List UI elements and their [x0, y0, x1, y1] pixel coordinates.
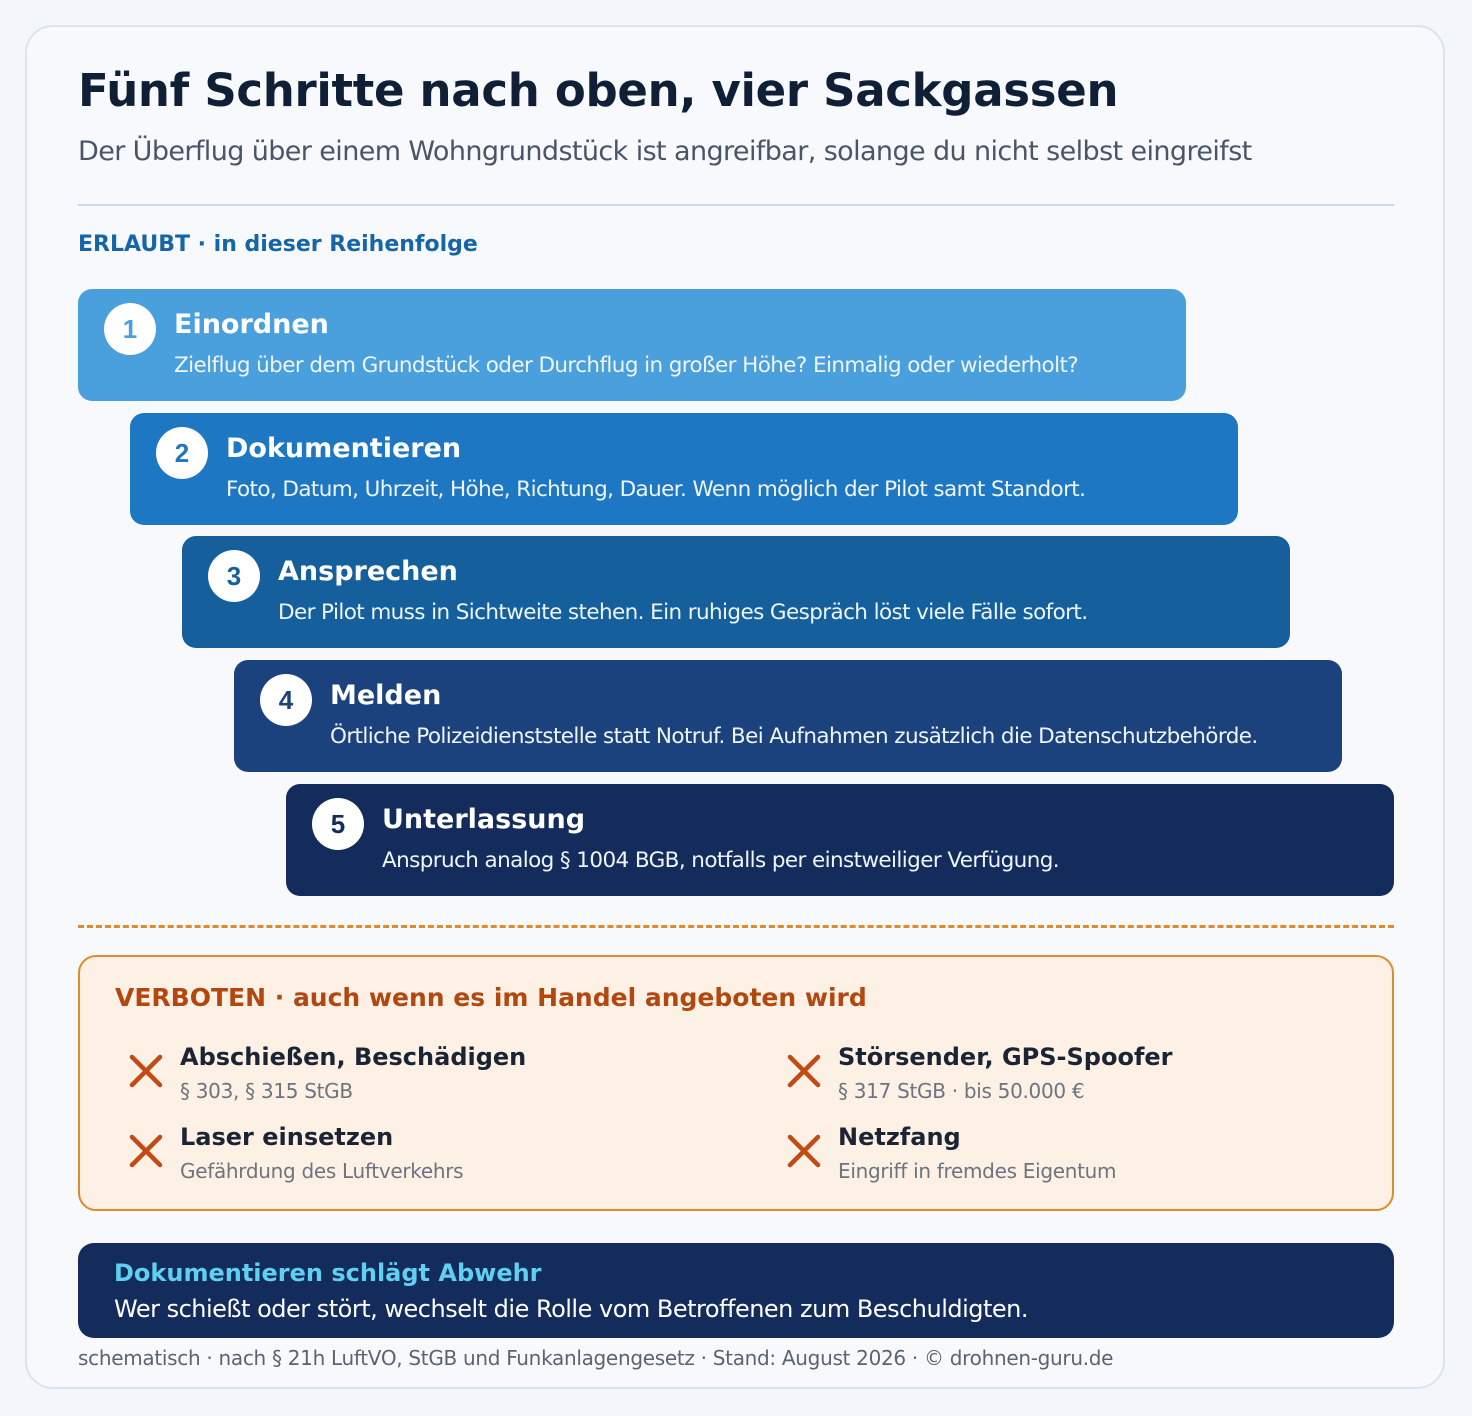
forbidden-item-title: Störsender, GPS-Spoofer	[838, 1043, 1173, 1071]
forbidden-item-subtitle: Eingriff in fremdes Eigentum	[838, 1159, 1117, 1183]
step-description: Örtliche Polizeidienststelle statt Notruf. Bei Aufnahmen zusätzlich die Datenschutzbehörde.	[330, 724, 1258, 749]
step-3	[182, 536, 1290, 648]
step-number-badge: 2	[156, 427, 208, 479]
callout-title: Dokumentieren schlägt Abwehr	[114, 1259, 542, 1287]
step-title: Einordnen	[174, 309, 329, 340]
forbidden-item-subtitle: § 317 StGB · bis 50.000 €	[838, 1079, 1085, 1103]
forbidden-item	[776, 1123, 1376, 1193]
section-separator	[78, 925, 1394, 928]
allowed-heading: ERLAUBT · in dieser Reihenfolge	[78, 232, 478, 257]
step-number-badge: 5	[312, 798, 364, 850]
step-title: Dokumentieren	[226, 433, 462, 464]
forbidden-box	[78, 955, 1394, 1211]
forbidden-item-title: Abschießen, Beschädigen	[180, 1043, 527, 1071]
callout-text: Wer schießt oder stört, wechselt die Rolle vom Betroffenen zum Beschuldigten.	[114, 1295, 1029, 1323]
forbidden-item-title: Netzfang	[838, 1123, 961, 1151]
step-4	[234, 660, 1342, 772]
callout-box	[78, 1243, 1394, 1338]
x-icon	[786, 1133, 822, 1169]
step-description: Der Pilot muss in Sichtweite stehen. Ein ruhiges Gespräch löst viele Fälle sofort.	[278, 600, 1088, 625]
step-title: Unterlassung	[382, 804, 586, 835]
forbidden-item	[776, 1043, 1376, 1113]
step-number-badge: 4	[260, 674, 312, 726]
forbidden-item-subtitle: Gefährdung des Luftverkehrs	[180, 1159, 464, 1183]
step-description: Zielflug über dem Grundstück oder Durchflug in großer Höhe? Einmalig oder wiederholt?	[174, 353, 1079, 378]
x-icon	[128, 1053, 164, 1089]
step-description: Anspruch analog § 1004 BGB, notfalls per einstweiliger Verfügung.	[382, 848, 1060, 873]
divider	[78, 204, 1394, 206]
step-2	[130, 413, 1238, 525]
forbidden-item	[118, 1123, 718, 1193]
forbidden-heading: VERBOTEN · auch wenn es im Handel angeboten wird	[115, 983, 867, 1012]
step-title: Ansprechen	[278, 556, 458, 587]
forbidden-item-title: Laser einsetzen	[180, 1123, 394, 1151]
step-number-badge: 1	[104, 303, 156, 355]
x-icon	[128, 1133, 164, 1169]
step-1	[78, 289, 1186, 401]
page-subtitle: Der Überflug über einem Wohngrundstück ist angreifbar, solange du nicht selbst eingreifst	[78, 136, 1252, 167]
step-number-badge: 3	[208, 550, 260, 602]
step-description: Foto, Datum, Uhrzeit, Höhe, Richtung, Dauer. Wenn möglich der Pilot samt Standort.	[226, 477, 1086, 502]
step-title: Melden	[330, 680, 442, 711]
x-icon	[786, 1053, 822, 1089]
forbidden-item-subtitle: § 303, § 315 StGB	[180, 1079, 353, 1103]
page-title: Fünf Schritte nach oben, vier Sackgassen	[78, 64, 1119, 117]
forbidden-item	[118, 1043, 718, 1113]
footer-note: schematisch · nach § 21h LuftVO, StGB und Funkanlagengesetz · Stand: August 2026 · © drohnen-guru.de	[78, 1346, 1114, 1370]
step-5	[286, 784, 1394, 896]
